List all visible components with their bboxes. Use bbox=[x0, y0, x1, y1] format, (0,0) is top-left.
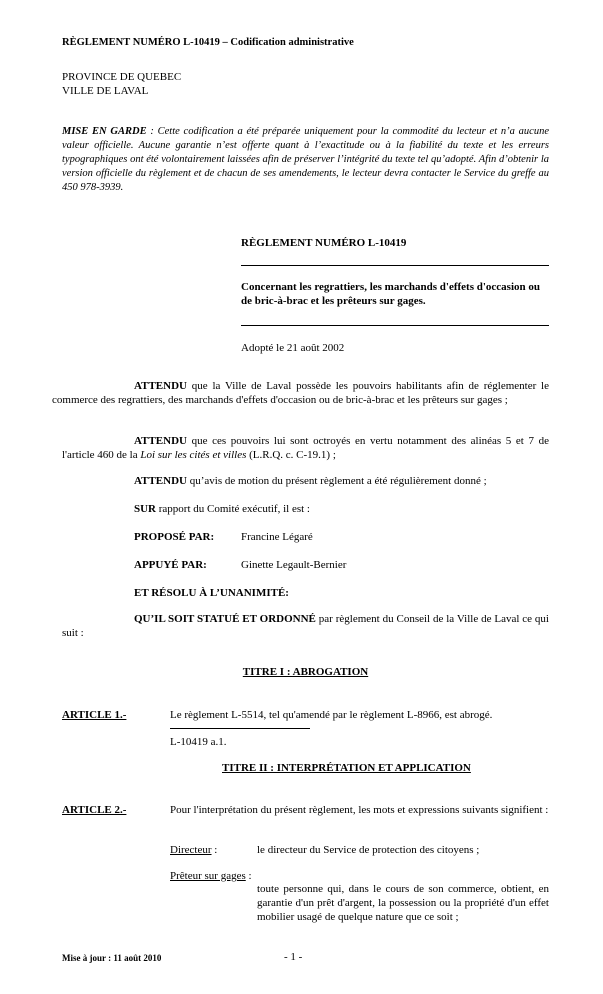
seconded-by-name: Ginette Legault-Bernier bbox=[241, 559, 347, 571]
preamble-paragraph-4 bbox=[134, 502, 310, 516]
article-1-label: ARTICLE 1.- bbox=[62, 709, 127, 721]
warning-text: : Cette codification a été préparée uniquement pour la commodité du lecteur et n’a aucune valeur officielle. Aucune garantie n’est offerte quant à l’exactitude ou à la fiabilité du texte et les erreurs typographiques ont été volontairement laissées afin de préserver l’intégrité du texte tel qu’adopté. Afin d’obtenir la version officielle du règlement et de chacun de ses amendements, le lecteur devra contacter le Service du greffe au 450 978-3939. bbox=[62, 126, 549, 193]
province-line: PROVINCE DE QUEBEC bbox=[62, 71, 182, 83]
divider-bottom bbox=[241, 325, 549, 326]
preamble-2-keyword: ATTENDU bbox=[134, 435, 187, 447]
resolved-statement: ET RÉSOLU À L’UNANIMITÉ: bbox=[134, 587, 289, 599]
page-number: - 1 - bbox=[284, 951, 303, 963]
document-header-title: RÈGLEMENT NUMÉRO L-10419 – Codification administrative bbox=[62, 37, 354, 48]
definition-2-colon: : bbox=[245, 870, 252, 882]
ordained-text: par règlement du Conseil de la Ville de Laval ce qui suit : bbox=[62, 613, 549, 639]
bylaw-subject: Concernant les regrattiers, les marchands d'effets d'occasion ou de bric-à-brac et les prêteurs sur gages. bbox=[241, 281, 541, 307]
seconded-by-label: APPUYÉ PAR: bbox=[134, 559, 207, 571]
definition-1-text: le directeur du Service de protection des citoyens ; bbox=[257, 844, 480, 856]
divider-top bbox=[241, 265, 549, 266]
preamble-paragraph-3 bbox=[134, 474, 487, 488]
preamble-1-keyword: ATTENDU bbox=[134, 380, 187, 392]
proposed-by-label: PROPOSÉ PAR: bbox=[134, 531, 215, 543]
footer-update-date: Mise à jour : 11 août 2010 bbox=[62, 953, 162, 963]
article-1-reference: L-10419 a.1. bbox=[170, 736, 227, 748]
preamble-3-keyword: ATTENDU bbox=[134, 475, 187, 487]
proposed-by-name: Francine Légaré bbox=[241, 531, 313, 543]
article-2-intro: Pour l'interprétation du présent règlement, les mots et expressions suivants signifient : bbox=[170, 804, 549, 816]
preamble-2-text-b: (L.R.Q. c. C-19.1) ; bbox=[246, 449, 336, 461]
article-1-text: Le règlement L-5514, tel qu'amendé par le règlement L-8966, est abrogé. bbox=[170, 709, 493, 721]
article-1-ref-divider bbox=[170, 728, 310, 729]
title-2-heading: TITRE II : INTERPRÉTATION ET APPLICATION bbox=[222, 762, 471, 774]
adoption-date: Adopté le 21 août 2002 bbox=[241, 342, 345, 354]
definition-2-term-text: Prêteur sur gages bbox=[170, 870, 246, 882]
warning-label: MISE EN GARDE bbox=[62, 126, 147, 137]
preamble-paragraph-2 bbox=[62, 434, 549, 462]
warning-notice bbox=[62, 125, 549, 195]
preamble-3-text: qu’avis de motion du présent règlement a été régulièrement donné ; bbox=[186, 475, 487, 487]
preamble-2-law-title: Loi sur les cités et villes bbox=[140, 449, 247, 461]
ordained-keyword: QU’IL SOIT STATUÉ ET ORDONNÉ bbox=[134, 613, 316, 625]
definition-2-term bbox=[170, 869, 252, 883]
title-1-heading: TITRE I : ABROGATION bbox=[242, 666, 369, 678]
definition-1-term-text: Directeur bbox=[170, 844, 212, 856]
ordained-paragraph bbox=[62, 612, 549, 640]
article-2-label: ARTICLE 2.- bbox=[62, 804, 127, 816]
preamble-paragraph-1 bbox=[52, 379, 549, 407]
city-line: VILLE DE LAVAL bbox=[62, 85, 149, 97]
preamble-4-text: rapport du Comité exécutif, il est : bbox=[156, 503, 310, 515]
preamble-2-text-a: que ces pouvoirs lui sont octroyés en vertu notamment des alinéas 5 et 7 de l'article 460 de la bbox=[62, 435, 549, 461]
definition-2-text: toute personne qui, dans le cours de son commerce, obtient, en garantie d'un prêt d'argent, la possession ou la propriété d'un effet mobilier usagé de quelque nature que ce soit ; bbox=[257, 883, 549, 923]
definition-1-colon: : bbox=[211, 844, 218, 856]
preamble-1-text: que la Ville de Laval possède les pouvoirs habilitants afin de réglementer le commerce des regrattiers, des marchands d'effets d'occasion ou de bric-à-brac et les prêteurs sur gages ; bbox=[52, 380, 549, 406]
preamble-4-keyword: SUR bbox=[134, 503, 157, 515]
bylaw-number: RÈGLEMENT NUMÉRO L-10419 bbox=[241, 237, 407, 249]
definition-1-term bbox=[170, 843, 217, 857]
